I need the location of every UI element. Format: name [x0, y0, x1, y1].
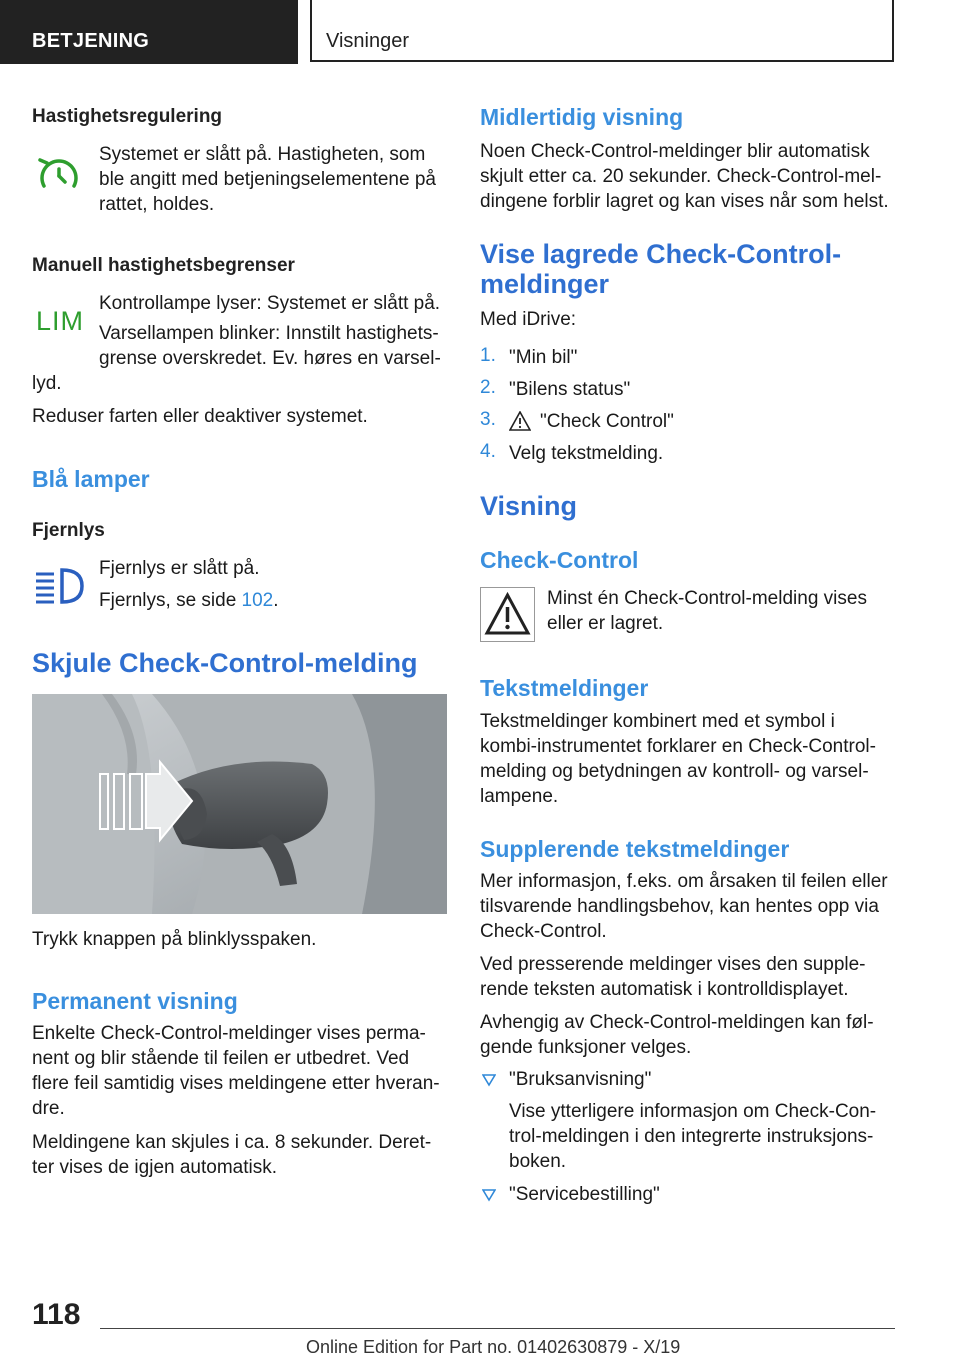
- speedometer-icon: [36, 152, 82, 198]
- limiter-text-3: Reduser farten eller deaktiver systemet.: [32, 406, 368, 427]
- supp-text-2: Ved presserende meldinger vises den supple-rende teksten automatisk i kontrolldisplayet.: [480, 954, 866, 1000]
- blue-lamps-heading: Blå lamper: [32, 466, 150, 492]
- step-3[interactable]: "Check Control": [540, 411, 674, 432]
- step-number: 4.: [480, 441, 496, 462]
- chapter-title: Visninger: [326, 30, 410, 52]
- turn-signal-lever-photo: [32, 694, 447, 914]
- supp-heading: Supplerende tekstmeldinger: [480, 836, 790, 862]
- edition-text: Online Edition for Part no. 01402630879 - X/19: [306, 1337, 681, 1357]
- hide-heading: Skjule Check-Control-melding: [32, 648, 418, 678]
- cruise-text: Systemet er slått på. Hastigheten, som ble angitt med betjeningselementene på rattet, holdes.: [99, 144, 436, 215]
- footer-divider: [100, 1328, 895, 1329]
- check-control-heading: Check-Control: [480, 547, 639, 573]
- temp-text: Noen Check-Control-meldinger blir automatisk skjult etter ca. 20 sekunder. Check-Control-mel-dingene forblir lagret og kan vises når som helst.: [480, 141, 889, 212]
- check-control-warning-icon: [480, 587, 535, 642]
- idrive-label: Med iDrive:: [480, 309, 577, 330]
- highbeam-text-1: Fjernlys er slått på.: [99, 558, 260, 579]
- page-number: 118: [32, 1298, 81, 1331]
- photo-caption: Trykk knappen på blinklysspaken.: [32, 929, 317, 950]
- step-4: Velg tekstmelding.: [509, 443, 664, 464]
- highbeam-text-2: Fjernlys, se side 102.: [99, 590, 279, 611]
- chapter-tab: [310, 0, 894, 62]
- warning-triangle-icon: [509, 411, 531, 431]
- supp-text-3: Avhengig av Check-Control-meldingen kan føl-gende funksjoner velges.: [480, 1012, 874, 1058]
- step-2[interactable]: "Bilens status": [509, 379, 631, 400]
- step-number: 1.: [480, 345, 496, 366]
- supp-text-1: Mer informasjon, f.eks. om årsaken til feilen eller tilsvarende handlingsbehov, kan hentes opp via Check-Control.: [480, 871, 888, 942]
- high-beam-icon: [34, 566, 86, 606]
- show-heading-2: meldinger: [480, 269, 610, 299]
- highbeam-title: Fjernlys: [32, 520, 105, 541]
- permanent-heading: Permanent visning: [32, 988, 238, 1014]
- step-number: 2.: [480, 377, 496, 398]
- permanent-text-1: Enkelte Check-Control-meldinger vises perma-nent og blir stående til feilen er utbedret. Ved flere feil samtidig vises meldingene etter hveran-dre.: [32, 1023, 440, 1119]
- step-1[interactable]: "Min bil": [509, 347, 578, 368]
- page-link[interactable]: 102: [241, 590, 274, 611]
- limiter-text-2a: Varsellampen blinker: Innstilt hastighets-: [99, 323, 439, 344]
- limiter-icon: LIM: [36, 306, 85, 336]
- textmsg-text: Tekstmeldinger kombinert med et symbol i kombi-instrumentet forklarer en Check-Control-melding og betydningen av kontroll- og varsel-lampene.: [480, 711, 876, 807]
- cruise-title: Hastighetsregulering: [32, 106, 223, 127]
- check-control-text: Minst én Check-Control-melding vises eller er lagret.: [547, 588, 867, 634]
- section-title: BETJENING: [32, 30, 150, 52]
- show-heading-1: Vise lagrede Check-Control-: [480, 239, 842, 269]
- section-tab: [0, 0, 298, 64]
- bullet-triangle-icon: [482, 1188, 496, 1202]
- limiter-text-2b: grense overskredet. Ev. høres en varsel-: [99, 348, 441, 369]
- bullet-label-service[interactable]: "Servicebestilling": [509, 1184, 660, 1205]
- bullet-triangle-icon: [482, 1073, 496, 1087]
- temp-heading: Midlertidig visning: [480, 104, 684, 130]
- textmsg-heading: Tekstmeldinger: [480, 675, 649, 701]
- limiter-title: Manuell hastighetsbegrenser: [32, 255, 295, 276]
- limiter-text-2c: lyd.: [32, 373, 62, 394]
- limiter-text-1: Kontrollampe lyser: Systemet er slått på.: [99, 293, 441, 314]
- bullet-desc-manual: Vise ytterligere informasjon om Check-Con-trol-meldingen i den integrerte instruksjons-boken.: [509, 1101, 877, 1172]
- step-number: 3.: [480, 409, 496, 430]
- bullet-label-manual[interactable]: "Bruksanvisning": [509, 1069, 652, 1090]
- display-heading: Visning: [480, 491, 578, 521]
- permanent-text-2: Meldingene kan skjules i ca. 8 sekunder. Deret-ter vises de igjen automatisk.: [32, 1132, 432, 1178]
